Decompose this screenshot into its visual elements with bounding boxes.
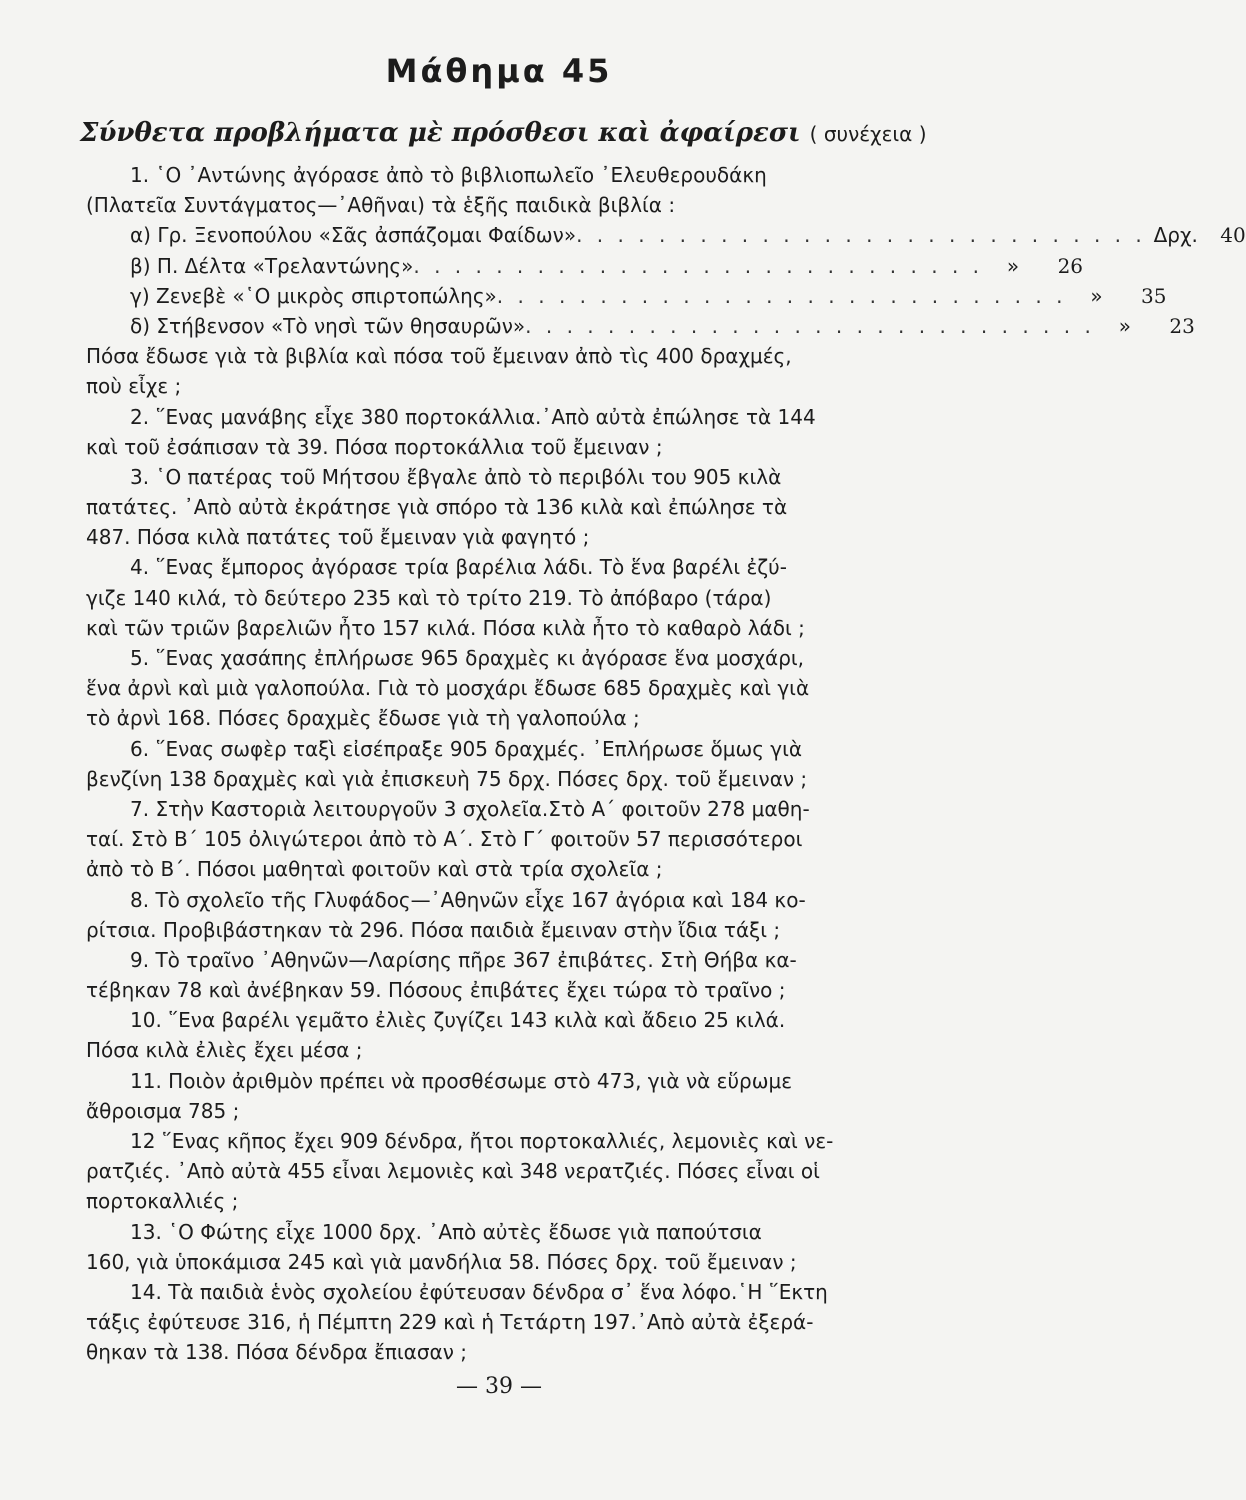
text-line: 13. ῾Ο Φώτης εἶχε 1000 δρχ. ᾿Απὸ αὐτὲς ἔδωσε γιὰ παπούτσια bbox=[130, 1219, 762, 1244]
text-line: ἕνα ἀρνὶ καὶ μιὰ γαλοπούλα. Γιὰ τὸ μοσχάρι ἔδωσε 685 δραχμὲς καὶ γιὰ bbox=[86, 676, 810, 701]
problem-9 bbox=[86, 945, 892, 1005]
problem-6 bbox=[86, 734, 892, 794]
text-line: 3. ῾Ο πατέρας τοῦ Μήτσου ἔβγαλε ἀπὸ τὸ περιβόλι του 905 κιλὰ bbox=[130, 464, 782, 489]
text-line: γιζε 140 κιλά, τὸ δεύτερο 235 καὶ τὸ τρίτο 219. Τὸ ἀπόβαρο (τάρα) bbox=[86, 585, 772, 610]
text-line: 10. ῞Ενα βαρέλι γεμᾶτο ἐλιὲς ζυγίζει 143 κιλὰ καὶ ἄδειο 25 κιλά. bbox=[130, 1008, 786, 1033]
book-title: δ) Στήβενσον «Τὸ νησὶ τῶν θησαυρῶν» bbox=[130, 313, 526, 338]
text-line: τάξις ἐφύτευσε 316, ἡ Πέμπτη 229 καὶ ἡ Τετάρτη 197.᾿Απὸ αὐτὰ ἐξερά- bbox=[86, 1310, 814, 1335]
text-line: βενζίνη 138 δραχμὲς καὶ γιὰ ἐπισκευὴ 75 δρχ. Πόσες δρχ. τοῦ ἔμειναν ; bbox=[86, 766, 808, 791]
book-unit: Δρχ. bbox=[1153, 223, 1198, 248]
problem-1 bbox=[86, 160, 1246, 402]
book-title: β) Π. Δέλτα «Τρελαντώνης» bbox=[130, 253, 414, 278]
text-line: καὶ τῶν τριῶν βαρελιῶν ἦτο 157 κιλά. Πόσα κιλὰ ἦτο τὸ καθαρὸ λάδι ; bbox=[86, 615, 805, 640]
book-row bbox=[86, 311, 1195, 341]
problem-11 bbox=[86, 1066, 892, 1126]
text-line: 12 ῞Ενας κῆπος ἔχει 909 δένδρα, ἤτοι πορτοκαλλιές, λεμονιὲς καὶ νε- bbox=[130, 1129, 834, 1153]
book-row bbox=[86, 220, 1246, 250]
section-title bbox=[80, 118, 940, 148]
problem-12 bbox=[86, 1126, 892, 1217]
text-line: πατάτες. ᾿Απὸ αὐτὰ ἐκράτησε γιὰ σπόρο τὰ 136 κιλὰ καὶ ἐπώλησε τὰ bbox=[86, 495, 788, 520]
text-line: ἄθροισμα 785 ; bbox=[86, 1098, 240, 1123]
text-line: 7. Στὴν Καστοριὰ λειτουργοῦν 3 σχολεῖα.Στὸ Α΄ φοιτοῦν 278 μαθη- bbox=[130, 796, 810, 821]
dot-leader: . . . . . . . . . . . . . . . . . . . . . . . . . . . . bbox=[413, 253, 984, 278]
problem-7 bbox=[86, 794, 892, 885]
text-line: 5. ῞Ενας χασάπης ἐπλήρωσε 965 δραχμὲς κι ἀγόρασε ἕνα μοσχάρι, bbox=[130, 646, 805, 670]
text-line: θηκαν τὰ 138. Πόσα δένδρα ἔπιασαν ; bbox=[86, 1340, 467, 1365]
problem-4 bbox=[86, 552, 892, 643]
text-line: ποὺ εἶχε ; bbox=[86, 374, 182, 399]
problem-3 bbox=[86, 462, 892, 553]
text-line: (Πλατεῖα Συντάγματος—᾿Αθῆναι) τὰ ἑξῆς παιδικὰ βιβλία : bbox=[86, 193, 676, 218]
book-unit: » bbox=[1006, 253, 1020, 278]
problem-14 bbox=[86, 1277, 892, 1368]
book-row bbox=[86, 251, 1084, 281]
text-line: Πόσα ἔδωσε γιὰ τὰ βιβλία καὶ πόσα τοῦ ἔμειναν ἀπὸ τὶς 400 δραχμές, bbox=[86, 344, 792, 369]
text-line: 14. Τὰ παιδιὰ ἑνὸς σχολείου ἐφύτευσαν δένδρα σ᾿ ἕνα λόφο.῾Η ῞Εκτη bbox=[130, 1279, 828, 1304]
text-line: ταί. Στὸ Β΄ 105 ὀλιγώτεροι ἀπὸ τὸ Α΄. Στὸ Γ΄ φοιτοῦν 57 περισσότεροι bbox=[86, 827, 803, 852]
book-title: α) Γρ. Ξενοπούλου «Σᾶς ἀσπάζομαι Φαίδων» bbox=[130, 223, 577, 248]
problem-2 bbox=[86, 402, 892, 462]
exercise-body bbox=[86, 160, 1246, 1368]
text-line: ἀπὸ τὸ Β΄. Πόσοι μαθηταὶ φοιτοῦν καὶ στὰ τρία σχολεῖα ; bbox=[86, 857, 663, 882]
problem-13 bbox=[86, 1217, 892, 1277]
book-price: 35 bbox=[1141, 283, 1167, 308]
text-line: 160, γιὰ ὑποκάμισα 245 καὶ γιὰ μανδήλια 58. Πόσες δρχ. τοῦ ἔμειναν ; bbox=[86, 1249, 797, 1274]
book-unit: » bbox=[1090, 283, 1103, 308]
problem-5 bbox=[86, 643, 892, 734]
text-line: 2. ῞Ενας μανάβης εἶχε 380 πορτοκάλλια.᾿Απὸ αὐτὰ ἐπώλησε τὰ 144 bbox=[130, 404, 816, 429]
lesson-title: Μάθημα 45 bbox=[385, 52, 613, 90]
text-line: τὸ ἀρνὶ 168. Πόσες δραχμὲς ἔδωσε γιὰ τὴ γαλοπούλα ; bbox=[86, 706, 640, 731]
book-price: 40 bbox=[1220, 223, 1246, 248]
problem-10 bbox=[86, 1005, 892, 1065]
book-price: 26 bbox=[1057, 253, 1084, 278]
book-price: 23 bbox=[1169, 313, 1195, 338]
text-line: ρατζιές. ᾿Απὸ αὐτὰ 455 εἶναι λεμονιὲς καὶ 348 νερατζιές. Πόσες εἶναι οἱ bbox=[86, 1159, 820, 1184]
dot-leader: . . . . . . . . . . . . . . . . . . . . . . . . . . . . bbox=[576, 223, 1146, 248]
text-line: ρίτσια. Προβιβάστηκαν τὰ 296. Πόσα παιδιὰ ἔμειναν στὴν ἴδια τάξι ; bbox=[86, 917, 781, 942]
page-number: — 39 — bbox=[456, 1374, 542, 1399]
dot-leader: . . . . . . . . . . . . . . . . . . . . . . . . . . . . bbox=[525, 313, 1095, 338]
text-line: 11. Ποιὸν ἀριθμὸν πρέπει νὰ προσθέσωμε στὸ 473, γιὰ νὰ εὕρωμε bbox=[130, 1068, 793, 1093]
book-unit: » bbox=[1118, 313, 1131, 338]
dot-leader: . . . . . . . . . . . . . . . . . . . . . . . . . . . . bbox=[496, 283, 1067, 308]
text-line: τέβηκαν 78 καὶ ἀνέβηκαν 59. Πόσους ἐπιβάτες ἔχει τώρα τὸ τραῖνο ; bbox=[86, 978, 786, 1003]
book-row bbox=[86, 281, 1167, 311]
section-note: ( συνέχεια ) bbox=[809, 122, 927, 146]
problem-8 bbox=[86, 885, 892, 945]
text-line: Πόσα κιλὰ ἐλιὲς ἔχει μέσα ; bbox=[86, 1038, 363, 1063]
text-line: πορτοκαλλιές ; bbox=[86, 1189, 239, 1214]
text-line: 487. Πόσα κιλὰ πατάτες τοῦ ἔμειναν γιὰ φαγητό ; bbox=[86, 525, 590, 550]
book-title: γ) Ζενεβὲ «῾Ο μικρὸς σπιρτοπώλης» bbox=[130, 283, 497, 308]
text-line: 4. ῞Ενας ἔμπορος ἀγόρασε τρία βαρέλια λάδι. Τὸ ἕνα βαρέλι ἐζύ- bbox=[130, 555, 787, 580]
text-line: 9. Τὸ τραῖνο ᾿Αθηνῶν—Λαρίσης πῆρε 367 ἐπιβάτες. Στὴ Θήβα κα- bbox=[130, 947, 797, 972]
text-line: καὶ τοῦ ἐσάπισαν τὰ 39. Πόσα πορτοκάλλια τοῦ ἔμειναν ; bbox=[86, 434, 663, 459]
text-line: 6. ῞Ενας σωφὲρ ταξὶ εἰσέπραξε 905 δραχμές. ᾿Επλήρωσε ὅμως γιὰ bbox=[130, 736, 803, 761]
text-line: 8. Τὸ σχολεῖο τῆς Γλυφάδος—᾿Αθηνῶν εἶχε 167 ἀγόρια καὶ 184 κο- bbox=[130, 887, 806, 912]
text-line: 1. ῾Ο ᾿Αντώνης ἀγόρασε ἀπὸ τὸ βιβλιοπωλεῖο ᾿Ελευθερουδάκη bbox=[130, 163, 767, 187]
section-title-text: Σύνθετα προβλήματα μὲ πρόσθεσι καὶ ἀφαίρεσι bbox=[80, 118, 801, 148]
